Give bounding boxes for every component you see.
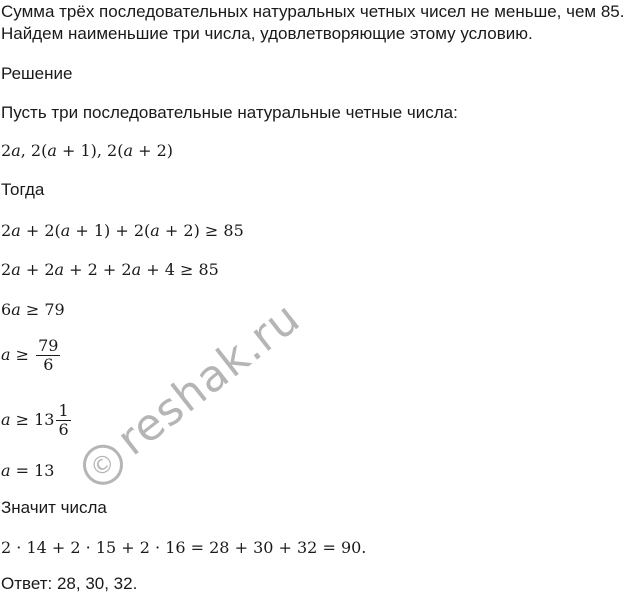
equation-6: a = 13 [1,461,55,480]
problem-line-1: Сумма трёх последовательных натуральных четных чисел не меньше, чем 85. [1,2,625,21]
intro-text: Пусть три последовательные натуральные четные числа: [1,103,458,122]
fraction-1-6: $\frac{1}{6}$ [58,401,69,439]
solution-heading: Решение [1,64,73,83]
numbers-expression: 2a, 2(a + 1), 2(a + 2) [1,141,174,160]
fraction-79-6: $\frac{79}{6}$ [38,336,59,374]
equation-3: 6a ≥ 79 [1,300,65,319]
equation-1: 2a + 2(a + 1) + 2(a + 2) ≥ 85 [1,221,244,240]
copyright-icon: © [75,437,131,493]
then-text: Тогда [1,180,45,199]
watermark [70,292,310,495]
equation-2: 2a + 2a + 2 + 2a + 4 ≥ 85 [1,260,219,279]
means-text: Значит числа [1,498,107,517]
equation-5: a ≥ 13 $\frac{1}{6}$ [1,401,69,439]
equation-7: 2 · 14 + 2 · 15 + 2 · 16 = 28 + 30 + 32 = 90. [1,538,367,557]
equation-4: a ≥ $\frac{79}{6}$ [1,336,59,374]
answer-text: Ответ: 28, 30, 32. [1,574,138,593]
watermark-text: reshak.ru [107,292,310,466]
problem-line-2: Найдем наименьшие три числа, удовлетворяющие этому условию. [1,24,533,43]
